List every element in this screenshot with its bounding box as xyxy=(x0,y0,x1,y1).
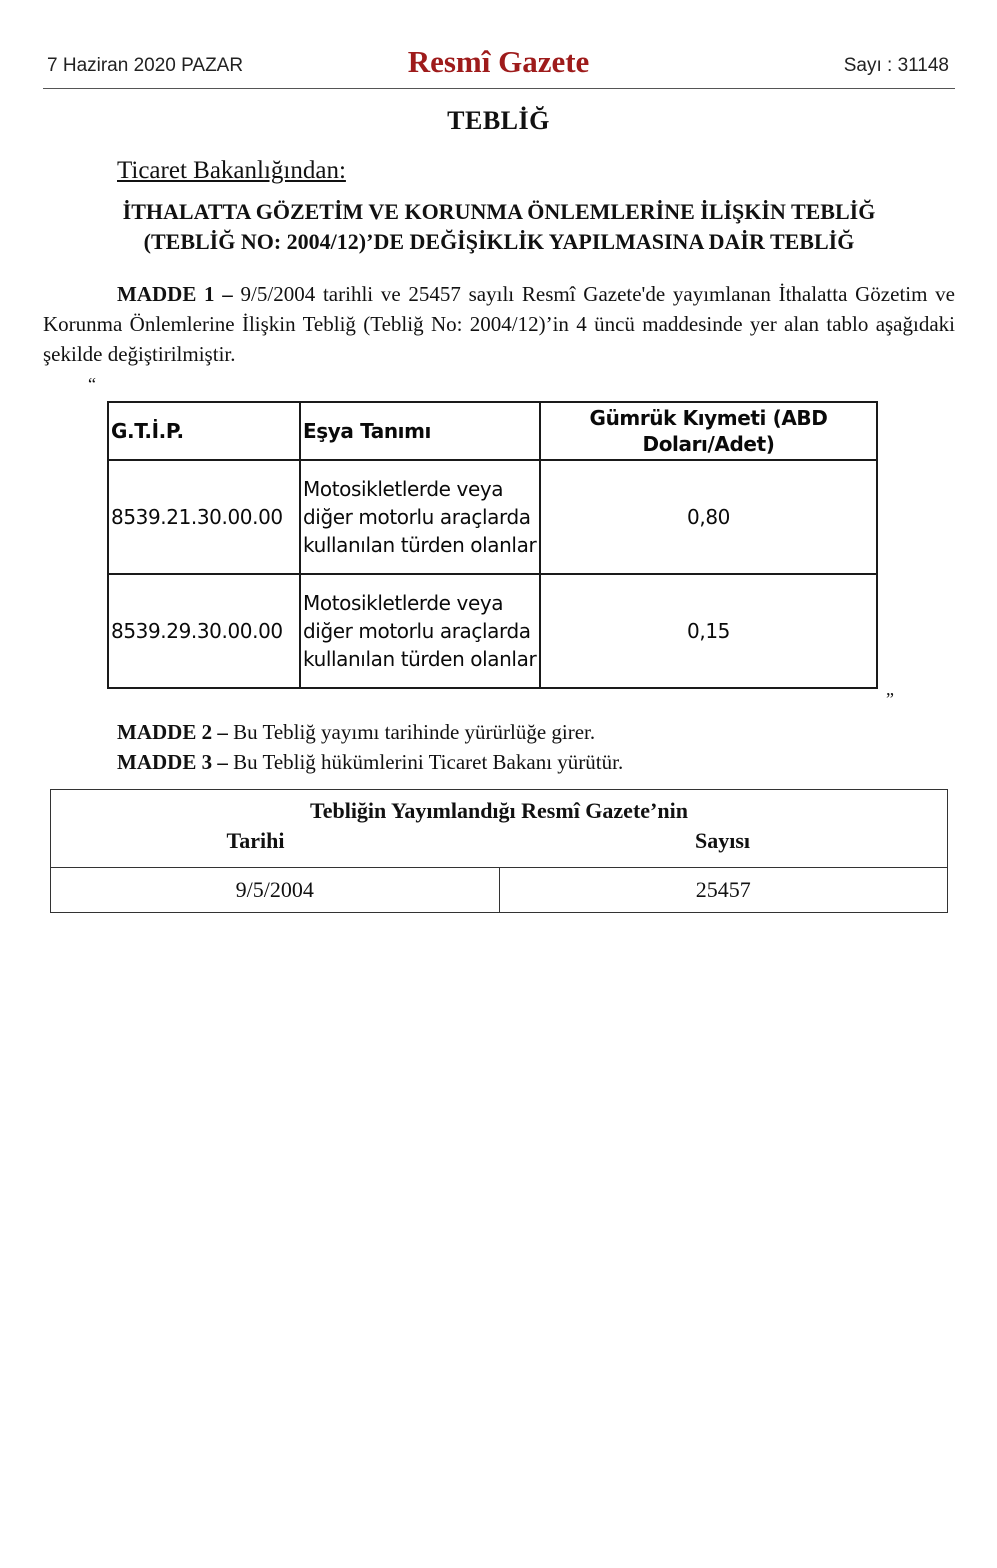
article-1-label: MADDE 1 – xyxy=(117,282,233,306)
article-1 xyxy=(43,279,955,369)
document-title-line-2: (TEBLİĞ NO: 2004/12)’DE DEĞİŞİKLİK YAPILMASINA DAİR TEBLİĞ xyxy=(143,229,855,254)
closing-quote: ” xyxy=(886,689,894,709)
publication-header xyxy=(51,790,948,868)
gazette-issue-number: Sayı : 31148 xyxy=(843,55,949,76)
article-3-label: MADDE 3 – xyxy=(117,750,228,774)
section-title: TEBLİĞ xyxy=(447,106,550,135)
goods-description: Motosikletlerde veya diğer motorlu araçlarda kullanılan türden olanlar xyxy=(300,574,540,688)
goods-description: Motosikletlerde veya diğer motorlu araçlarda kullanılan türden olanlar xyxy=(300,460,540,574)
publication-date-header: Tarihi xyxy=(226,828,285,853)
document-title-line-1: İTHALATTA GÖZETİM VE KORUNMA ÖNLEMLERİNE İLİŞKİN TEBLİĞ xyxy=(122,199,876,224)
document-title xyxy=(43,197,955,257)
article-1-text: 9/5/2004 tarihli ve 25457 sayılı Resmî Gazete'de yayımlanan İthalatta Gözetim ve Korunma Önlemlerine İlişkin Tebliğ (Tebliğ No: 2004/12)’in 4 üncü maddesinde yer alan tablo aşağıdaki şekilde değiştirilmiştir. xyxy=(43,282,956,366)
ministry-name: Ticaret Bakanlığından: xyxy=(117,157,346,184)
customs-value: 0,15 xyxy=(540,574,877,688)
goods-value-table xyxy=(107,401,878,689)
goods-table-header-row xyxy=(108,402,877,460)
publication-date: 9/5/2004 xyxy=(51,868,500,913)
gazette-date: 7 Haziran 2020 PAZAR xyxy=(47,55,244,76)
table-row xyxy=(108,574,877,688)
gtip-code: 8539.29.30.00.00 xyxy=(108,574,300,688)
header-divider xyxy=(43,88,955,89)
publication-number: 25457 xyxy=(499,868,948,913)
header-customs-value: Gümrük Kıymeti (ABD Doları/Adet) xyxy=(540,402,877,460)
table-row xyxy=(108,460,877,574)
gazette-title: Resmî Gazete xyxy=(407,44,590,79)
article-2-text: Bu Tebliğ yayımı tarihinde yürürlüğe girer. xyxy=(227,720,596,744)
table-row xyxy=(51,868,948,913)
article-2 xyxy=(117,717,955,747)
header-gtip: G.T.İ.P. xyxy=(108,402,300,460)
opening-quote: “ xyxy=(88,374,96,394)
publication-header-row xyxy=(51,790,948,868)
customs-value: 0,80 xyxy=(540,460,877,574)
article-3 xyxy=(117,747,955,777)
article-2-label: MADDE 2 – xyxy=(117,720,228,744)
gtip-code: 8539.21.30.00.00 xyxy=(108,460,300,574)
publication-caption: Tebliğin Yayımlandığı Resmî Gazete’nin xyxy=(310,798,688,823)
header-description: Eşya Tanımı xyxy=(300,402,540,460)
article-3-text: Bu Tebliğ hükümlerini Ticaret Bakanı yürütür. xyxy=(227,750,624,774)
publication-table xyxy=(50,789,948,913)
publication-number-header: Sayısı xyxy=(694,828,751,853)
